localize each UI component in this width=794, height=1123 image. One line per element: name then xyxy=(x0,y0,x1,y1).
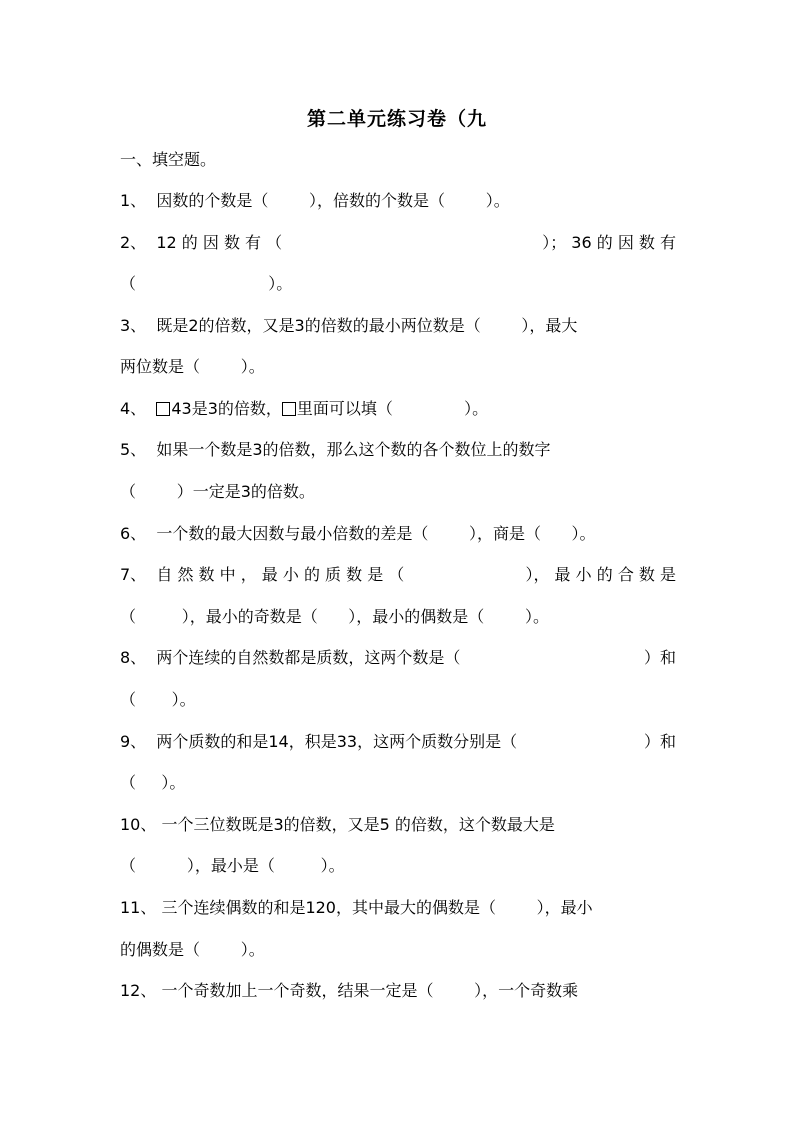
question-4 xyxy=(120,399,676,419)
question-9-line-2: （ ）。 xyxy=(120,773,186,792)
question-10-line-2: （ ），最小是（ ）。 xyxy=(120,856,345,875)
question-10-line-1: 10、 一个三位数既是3的倍数，又是5 的倍数，这个数最大是 xyxy=(120,815,555,834)
question-8-part-b: ）和 xyxy=(643,648,676,667)
question-9-line-1 xyxy=(120,732,676,752)
question-9-part-a: 9、 两个质数的和是14，积是33，这两个质数分别是（ xyxy=(120,732,518,751)
question-7-part-a: 7、 自 然 数 中 ， 最 小 的 质 数 是 （ xyxy=(120,565,405,584)
question-7-line-2: （ ），最小的奇数是（ ），最小的偶数是（ ）。 xyxy=(120,607,549,626)
question-5-line-1: 5、 如果一个数是3的倍数，那么这个数的各个数位上的数字 xyxy=(120,440,551,459)
question-6: 6、 一个数的最大因数与最小倍数的差是（ ），商是（ ）。 xyxy=(120,524,596,543)
blank-box-icon xyxy=(156,402,170,416)
question-3-line-2: 两位数是（ ）。 xyxy=(120,357,265,376)
question-2-part-a: 2、 12 的 因 数 有 （ xyxy=(120,233,283,252)
question-1: 1、 因数的个数是（ ），倍数的个数是（ ）。 xyxy=(120,191,510,210)
question-11-line-1: 11、 三个连续偶数的和是120，其中最大的偶数是（ ），最小 xyxy=(120,898,593,917)
question-12-line-1: 12、 一个奇数加上一个奇数，结果一定是（ ），一个奇数乘 xyxy=(120,981,579,1000)
question-5-line-2: （ ）一定是3的倍数。 xyxy=(120,482,315,501)
question-4-end: 里面可以填（ ）。 xyxy=(296,399,489,418)
section-heading: 一、填空题。 xyxy=(120,150,217,169)
page-title: 第二单元练习卷（九 xyxy=(306,108,487,130)
question-2-line-1 xyxy=(120,233,676,253)
question-3-line-1: 3、 既是2的倍数，又是3的倍数的最小两位数是（ ），最大 xyxy=(120,316,578,335)
blank-box-icon xyxy=(282,402,296,416)
question-4-number: 4、 xyxy=(120,399,157,418)
question-4-middle: 43是3的倍数， xyxy=(171,399,282,418)
question-9-part-b: ）和 xyxy=(643,732,676,751)
question-8-line-1 xyxy=(120,648,676,668)
question-2-part-b: ）； 36 的 因 数 有 xyxy=(542,233,676,252)
question-7-line-1 xyxy=(120,565,676,585)
question-11-line-2: 的偶数是（ ）。 xyxy=(120,940,265,959)
question-7-part-b: ）， 最 小 的 合 数 是 xyxy=(525,565,676,584)
question-8-line-2: （ ）。 xyxy=(120,690,196,709)
question-8-part-a: 8、 两个连续的自然数都是质数，这两个数是（ xyxy=(120,648,461,667)
question-2-line-2: （ ）。 xyxy=(120,274,293,293)
